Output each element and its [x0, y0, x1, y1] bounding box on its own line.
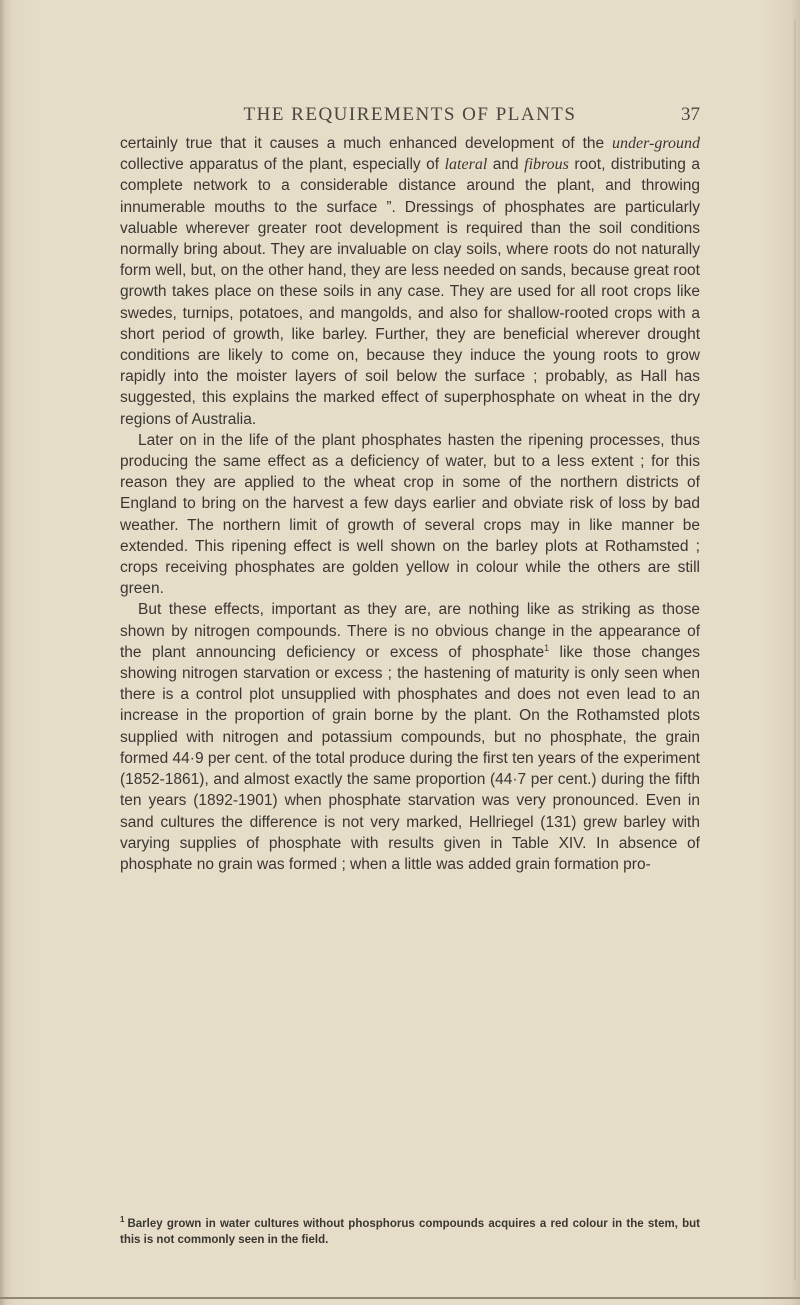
p1-text-a: certainly true that it causes a much enhanced development of the [120, 135, 613, 152]
running-title: THE REQUIREMENTS OF PLANTS [243, 104, 577, 125]
p3-text-b: like those changes showing nitrogen starvation or excess ; the hastening of maturity is only seen when there is a control plot unsupplied with phosphates and does not even lead to an increase in the proportion of grain borne by the plant. On the Rothamsted plots supplied with nitrogen and potassium compounds, but no phosphate, the grain formed 44·9 per cent. of the total produce during the first ten years of the experiment (1852-1861), and almost exactly the same proportion (44·7 per cent.) during the fifth ten years (1892-1901) when phosphate starvation was very pronounced. Even in sand cultures the difference is not very marked, Hellriegel (131) grew barley with varying supplies of phosphate with results given in Table XIV. In absence of phosphate no grain was formed ; when a little was added grain formation pro- [120, 643, 701, 873]
page-header [120, 104, 700, 130]
p1-text-d: root, distributing a complete network to a considerable distance around the plant, and throwing innumerable mouths to the surface ”. Dressings of phosphates are particularly valuable wherever greater root development is required than the soil conditions normally bring about. They are invaluable on clay soils, where roots do not naturally form well, but, on the other hand, they are less needed on sands, because great root growth takes place on these soils in any case. They are used for all root crops like swedes, turnips, potatoes, and mangolds, and also for shallow-rooted crops with a short period of growth, like barley. Further, they are beneficial wherever drought conditions are likely to come on, because they induce the young roots to grow rapidly into the moister layers of soil below the surface ; probably, as Hall has suggested, this explains the marked effect of superphosphate on wheat in the dry regions of Australia. [120, 156, 700, 428]
page-right-edge [794, 20, 796, 1280]
footnote-text: Barley grown in water cultures without phosphorus compounds acquires a red colour in the stem, but this is not commonly seen in the field. [120, 1217, 700, 1246]
p1-text-c: and [487, 156, 525, 174]
body-text [120, 133, 700, 875]
page-number: 37 [681, 104, 700, 125]
p1-italic-underground: under-ground [612, 135, 700, 152]
footnote-reference: 1 [544, 642, 550, 653]
paragraph-2: Later on in the life of the plant phosphates hasten the ripening processes, thus producing the same effect as a deficiency of water, but to a less extent ; for this reason they are applied to the wheat crop in some of the northern districts of England to bring on the harvest a few days earlier and obviate risk of loss by bad weather. The northern limit of growth of several crops may in like manner be extended. This ripening effect is well shown on the barley plots at Rothamsted ; crops receiving phosphates are golden yellow in colour while the others are still green. [120, 431, 700, 598]
footnote [120, 1212, 700, 1248]
p3-text-a: But these effects, important as they are, are nothing like as striking as those shown by nitrogen compounds. There is no obvious change in the appearance of the plant announcing deficiency or excess of phosphate [120, 601, 700, 661]
paragraph-3 [120, 599, 700, 875]
p1-italic-lateral: lateral [444, 156, 488, 174]
p1-text-b: collective apparatus of the plant, especially of [120, 156, 445, 174]
page-left-edge [0, 0, 6, 1305]
paragraph-1 [120, 133, 700, 430]
page-bottom-edge [0, 1297, 800, 1299]
footnote-mark: 1 [120, 1215, 125, 1224]
p1-italic-fibrous: fibrous [524, 156, 569, 174]
